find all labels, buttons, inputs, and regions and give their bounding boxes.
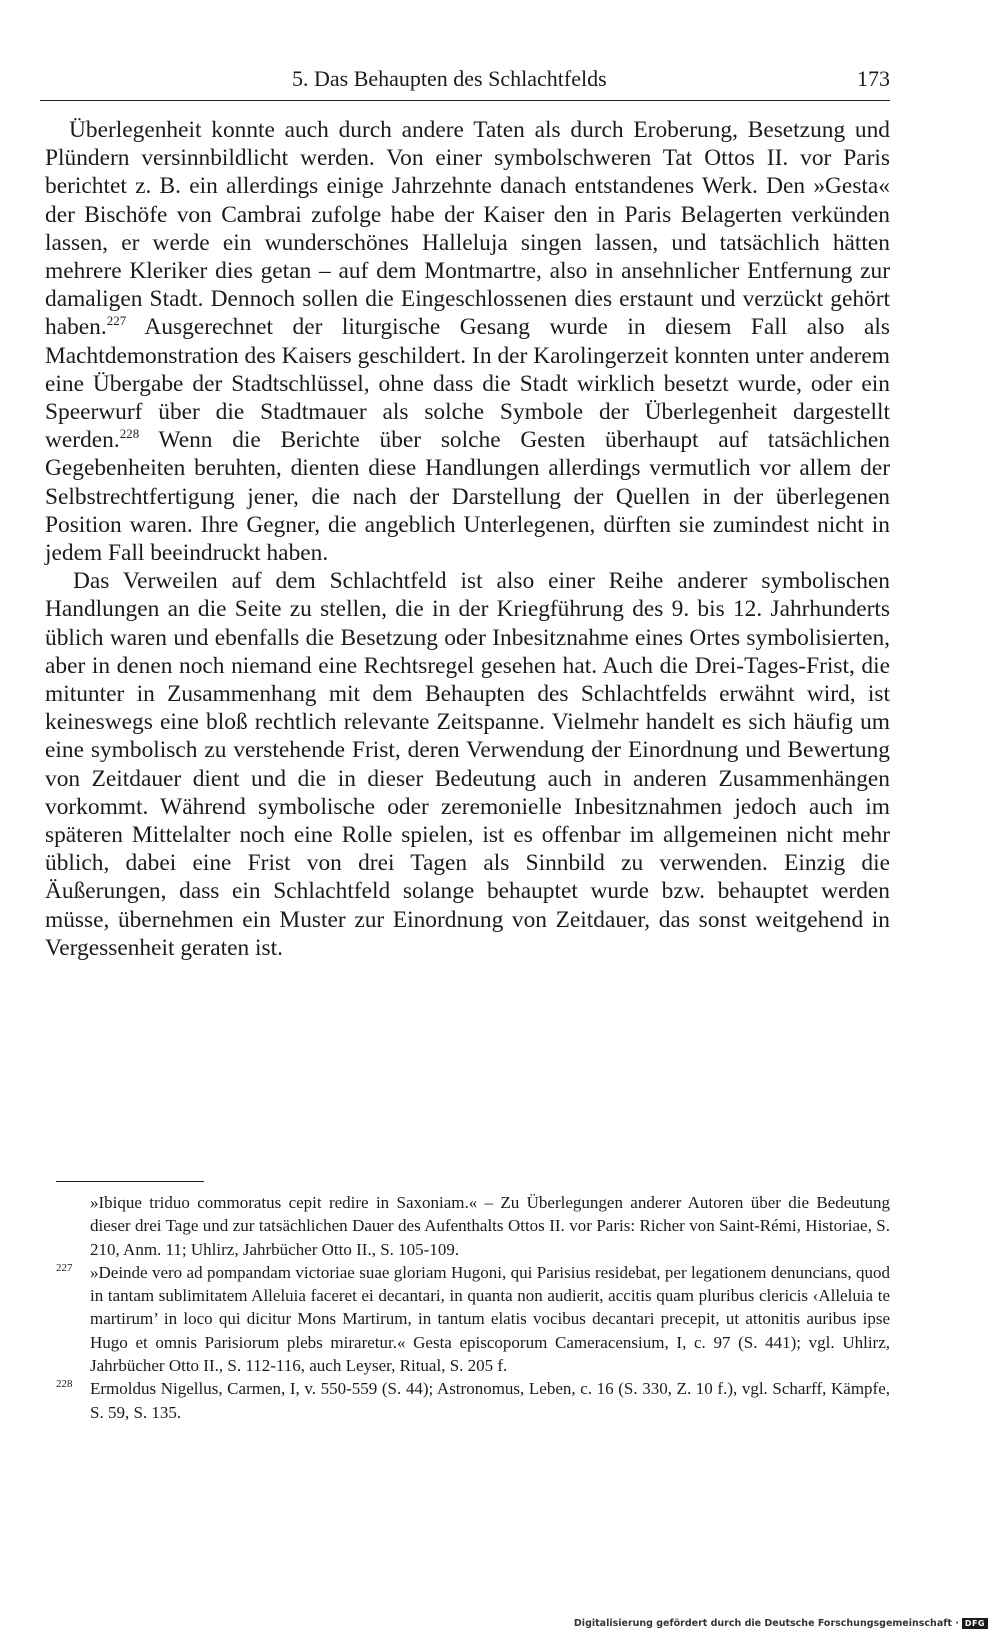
- footnote-ref-227[interactable]: 227: [106, 313, 127, 329]
- running-header: [40, 60, 890, 101]
- footnote-ref-228[interactable]: 228: [119, 426, 140, 442]
- footnote-number: 228: [56, 1378, 73, 1391]
- running-title: 5. Das Behaupten des Schlachtfelds: [292, 66, 607, 91]
- footnote-228: [56, 1377, 890, 1424]
- paragraph-1-part-3: Wenn die Berichte über solche Gesten überhaupt auf tatsächlichen Gegebenheiten beruhten, dienten diese Handlungen allerdings vermutlich vor allem der Selbstrechtfertigung jener, die nach der Darstellung der Quellen in der überlegenen Position waren. Ihre Gegner, die angeblich Unterlegenen, dürften sie zumindest nicht in jedem Fall beeindruckt haben.: [45, 427, 890, 567]
- footnote-continued-text: »Ibique triduo commoratus cepit redire in Saxoniam.« – Zu Überlegungen anderer Autoren über die Bedeutung dieser drei Tage und zur tatsächlichen Dauer des Aufenthalts Ottos II. vor Paris: Richer von Saint-Rémi, Historiae, S. 210, Anm. 11; Uhlirz, Jahrbücher Otto II., S. 105-109.: [90, 1193, 890, 1259]
- footnote-text: »Deinde vero ad pompandam victoriae suae gloriam Hugoni, qui Parisius residebat, per legationem denuncians, quod in tantam sublimitatem Alleluia faceret ei decantari, in quanta non audierit, accitis quam pluribus clericis ‹Alleluia te martirum’ in loco qui dicitur Mons Martirum, in tantum elatis vocibus decantari precepit, ut attonitis auribus ipse Hugo et omnis Parisiorum plebs miraretur.« Gesta episcoporum Cameracensium, I, c. 97 (S. 441); vgl. Uhlirz, Jahrbücher Otto II., S. 112-116, auch Leyser, Ritual, S. 205 f.: [90, 1262, 890, 1376]
- paragraph-2: Das Verweilen auf dem Schlachtfeld ist also einer Reihe anderer symbolischen Handlungen an die Seite zu stellen, die in der Kriegführung des 9. bis 12. Jahrhunderts üblich waren und ebenfalls die Besetzung oder Inbesitznahme eines Ortes symbolisierten, aber in denen noch niemand eine Rechtsregel gesehen hat. Auch die Drei-Tages-Frist, die mitunter in Zusammenhang mit dem Behaupten des Schlachtfelds erwähnt wird, ist keineswegs eine bloß rechtlich relevante Zeitspanne. Vielmehr handelt es sich häufig um eine symbolisch zu verstehende Frist, deren Verwendung der Einordnung und Bewertung von Zeitdauer dient und die in dieser Bedeutung auch in anderen Zusammenhängen vorkommt. Während symbolische oder zeremonielle Inbesitznahmen jedoch auch im späteren Mittelalter noch eine Rolle spielen, ist es offenbar im allgemeinen nicht mehr üblich, dabei eine Frist von drei Tagen als Sinnbild zu verwenden. Einzig die Äußerungen, dass ein Schlachtfeld solange behauptet wurde bzw. behauptet werden müsse, übernehmen ein Muster zur Einordnung von Zeitdauer, das sonst weitgehend in Vergessenheit geraten ist.: [45, 568, 890, 961]
- digitization-credit-text: Digitalisierung gefördert durch die Deutsche Forschungsgemeinschaft ·: [573, 1618, 959, 1629]
- digitization-credit: [574, 1618, 988, 1629]
- main-text: [45, 116, 890, 962]
- footnote-continued: [56, 1191, 890, 1261]
- paragraph-1-part-2: Ausgerechnet der liturgische Gesang wurde in diesem Fall also als Machtdemonstration des Kaisers geschildert. In der Karolingerzeit konnten unter anderem eine Übergabe der Stadtschlüssel, ohne dass die Stadt wirklich besetzt wurde, oder ein Speerwurf über die Stadtmauer als solche Symbole der Überlegenheit dargestellt werden.: [45, 314, 890, 454]
- page-number: 173: [857, 66, 890, 91]
- footnote-number: 227: [56, 1261, 73, 1274]
- dfg-logo-icon: DFG: [962, 1618, 988, 1629]
- paragraph-1-part-1: Überlegenheit konnte auch durch andere Taten als durch Eroberung, Besetzung und Plündern versinnbildlicht werden. Von einer symbolschweren Tat Ottos II. vor Paris berichtet z. B. ein allerdings einige Jahrzehnte danach entstandenes Werk. Den »Gesta« der Bischöfe von Cambrai zufolge habe der Kaiser den in Paris Belagerten verkünden lassen, er werde ein wunderschönes Halleluja singen lassen, und tatsächlich hätten mehrere Kleriker dies getan – auf dem Montmartre, also in ansehnlicher Entfernung zur damaligen Stadt. Dennoch sollen die Eingeschlossenen dies erstaunt und verzückt gehört haben.: [45, 117, 890, 341]
- footnote-divider: [56, 1181, 204, 1182]
- paragraph-1: [45, 116, 890, 567]
- footnote-227: [56, 1261, 890, 1377]
- footnotes: [56, 1191, 890, 1424]
- footnote-text: Ermoldus Nigellus, Carmen, I, v. 550-559 (S. 44); Astronomus, Leben, c. 16 (S. 330, Z. 10 f.), vgl. Scharff, Kämpfe, S. 59, S. 135.: [90, 1379, 890, 1422]
